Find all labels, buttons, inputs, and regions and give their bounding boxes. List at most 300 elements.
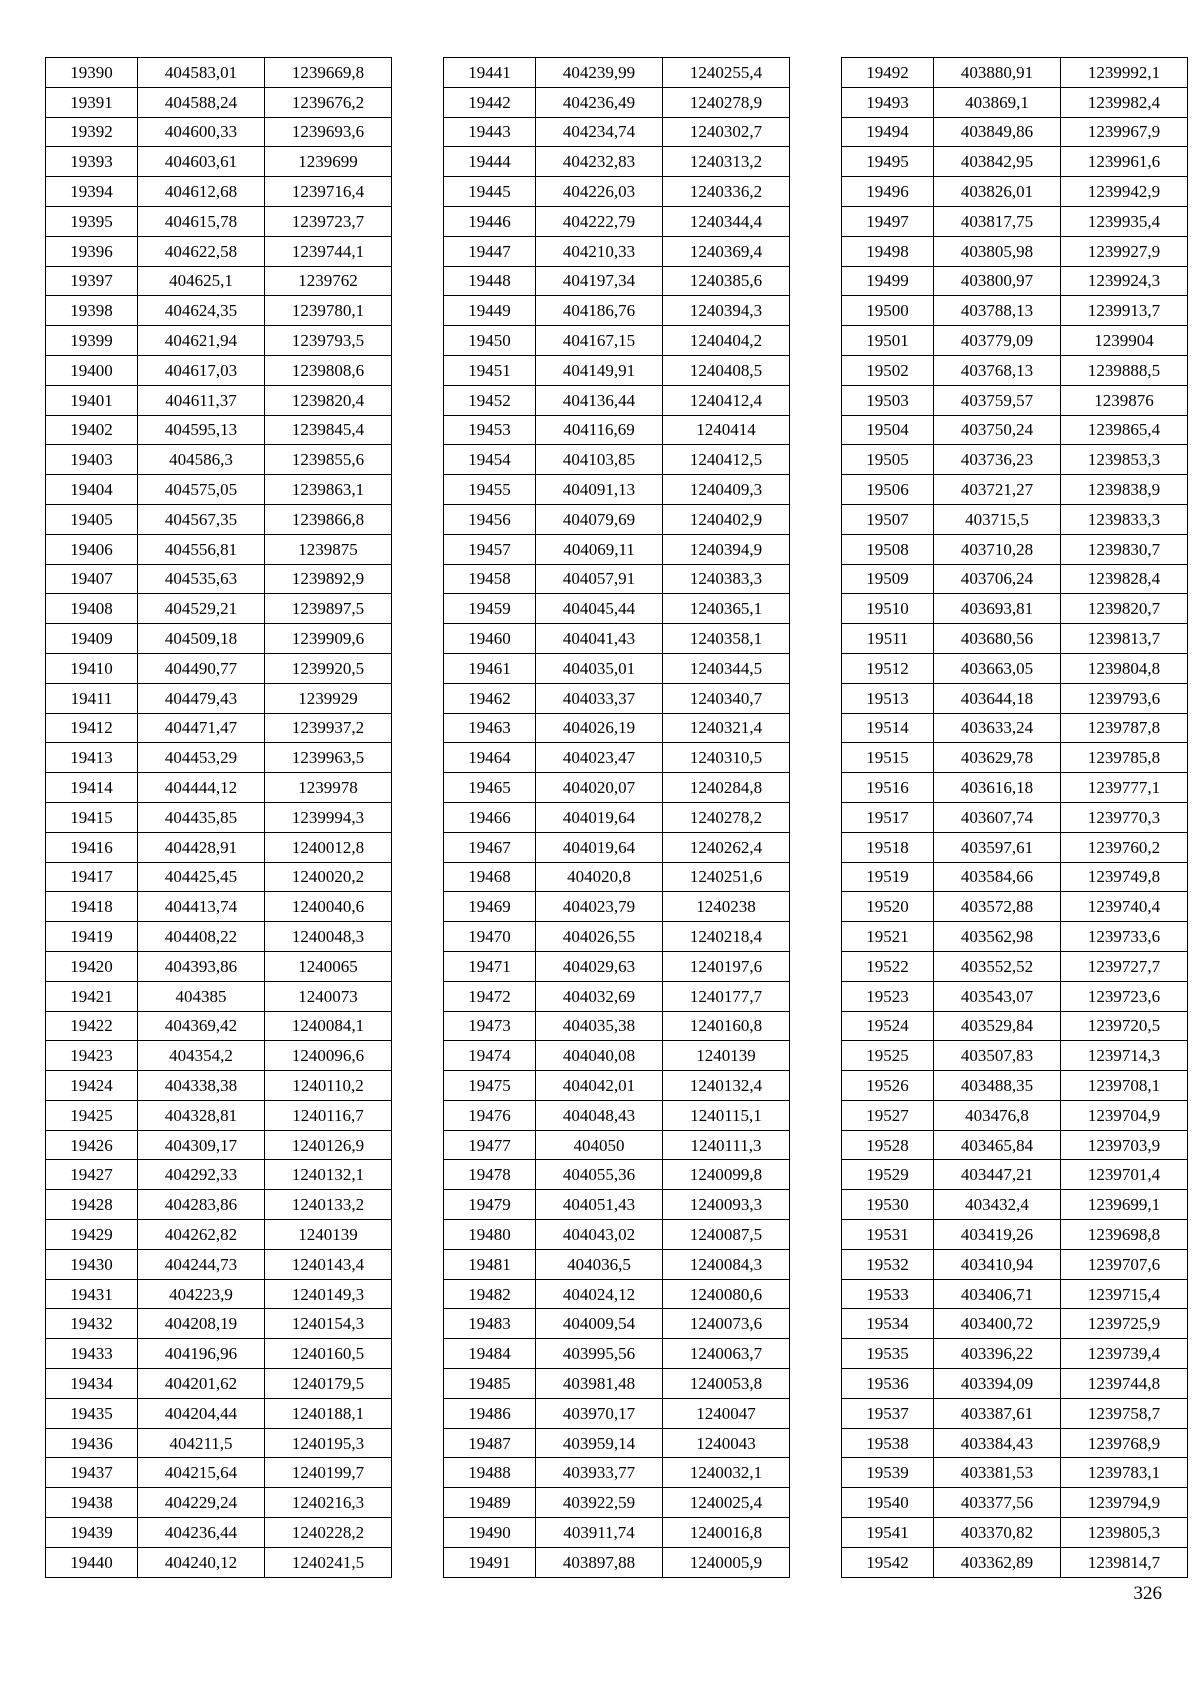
table-row	[444, 445, 790, 475]
y-coordinate-cell: 1240369,4	[663, 236, 790, 266]
y-coordinate-cell: 1239704,9	[1061, 1100, 1188, 1130]
table-row	[444, 385, 790, 415]
x-coordinate-cell: 404309,17	[138, 1130, 265, 1160]
point-number-cell: 19483	[444, 1309, 536, 1339]
x-coordinate-cell: 404328,81	[138, 1100, 265, 1130]
y-coordinate-cell: 1239760,2	[1061, 832, 1188, 862]
table-row	[46, 1309, 392, 1339]
table-row	[444, 1488, 790, 1518]
point-number-cell: 19424	[46, 1071, 138, 1101]
table-row	[842, 1518, 1188, 1548]
y-coordinate-cell: 1240073,6	[663, 1309, 790, 1339]
point-number-cell: 19515	[842, 743, 934, 773]
y-coordinate-cell: 1240053,8	[663, 1369, 790, 1399]
x-coordinate-cell: 403362,89	[934, 1547, 1061, 1577]
y-coordinate-cell: 1240139	[663, 1041, 790, 1071]
table-row	[842, 1071, 1188, 1101]
x-coordinate-cell: 404229,24	[138, 1488, 265, 1518]
x-coordinate-cell: 403995,56	[536, 1339, 663, 1369]
table-row	[46, 624, 392, 654]
table-row	[46, 653, 392, 683]
table-row	[842, 981, 1188, 1011]
table-row	[46, 58, 392, 88]
y-coordinate-cell: 1239833,3	[1061, 504, 1188, 534]
y-coordinate-cell: 1239733,6	[1061, 922, 1188, 952]
point-number-cell: 19533	[842, 1279, 934, 1309]
point-number-cell: 19457	[444, 534, 536, 564]
point-number-cell: 19397	[46, 266, 138, 296]
table-row	[842, 892, 1188, 922]
table-row	[444, 743, 790, 773]
table-row	[444, 683, 790, 713]
y-coordinate-cell: 1239744,1	[265, 236, 392, 266]
table-row	[46, 534, 392, 564]
point-number-cell: 19445	[444, 177, 536, 207]
point-number-cell: 19464	[444, 743, 536, 773]
y-coordinate-cell: 1239992,1	[1061, 58, 1188, 88]
table-row	[444, 1190, 790, 1220]
x-coordinate-cell: 404453,29	[138, 743, 265, 773]
y-coordinate-cell: 1240016,8	[663, 1518, 790, 1548]
table-row	[46, 1249, 392, 1279]
x-coordinate-cell: 404471,47	[138, 713, 265, 743]
point-number-cell: 19539	[842, 1458, 934, 1488]
point-number-cell: 19497	[842, 206, 934, 236]
x-coordinate-cell: 404232,83	[536, 147, 663, 177]
table-row	[842, 1011, 1188, 1041]
x-coordinate-cell: 403779,09	[934, 326, 1061, 356]
y-coordinate-cell: 1239830,7	[1061, 534, 1188, 564]
x-coordinate-cell: 404236,49	[536, 87, 663, 117]
x-coordinate-cell: 404026,19	[536, 713, 663, 743]
y-coordinate-cell: 1239715,4	[1061, 1279, 1188, 1309]
x-coordinate-cell: 403922,59	[536, 1488, 663, 1518]
x-coordinate-cell: 403377,56	[934, 1488, 1061, 1518]
table-row	[842, 683, 1188, 713]
point-number-cell: 19436	[46, 1428, 138, 1458]
y-coordinate-cell: 1240160,5	[265, 1339, 392, 1369]
x-coordinate-cell: 403607,74	[934, 802, 1061, 832]
y-coordinate-cell: 1239693,6	[265, 117, 392, 147]
x-coordinate-cell: 403817,75	[934, 206, 1061, 236]
x-coordinate-cell: 403869,1	[934, 87, 1061, 117]
point-number-cell: 19489	[444, 1488, 536, 1518]
table-row	[46, 504, 392, 534]
table-row	[444, 713, 790, 743]
table-row	[444, 147, 790, 177]
table-row	[46, 1220, 392, 1250]
point-number-cell: 19393	[46, 147, 138, 177]
y-coordinate-cell: 1240177,7	[663, 981, 790, 1011]
table-row	[444, 832, 790, 862]
point-number-cell: 19531	[842, 1220, 934, 1250]
x-coordinate-cell: 404625,1	[138, 266, 265, 296]
y-coordinate-cell: 1240132,4	[663, 1071, 790, 1101]
point-number-cell: 19523	[842, 981, 934, 1011]
x-coordinate-cell: 404612,68	[138, 177, 265, 207]
y-coordinate-cell: 1239793,5	[265, 326, 392, 356]
y-coordinate-cell: 1240321,4	[663, 713, 790, 743]
table-row	[842, 1488, 1188, 1518]
point-number-cell: 19508	[842, 534, 934, 564]
x-coordinate-cell: 403396,22	[934, 1339, 1061, 1369]
table-row	[444, 177, 790, 207]
table-row	[444, 922, 790, 952]
y-coordinate-cell: 1240154,3	[265, 1309, 392, 1339]
x-coordinate-cell: 404369,42	[138, 1011, 265, 1041]
x-coordinate-cell: 403562,98	[934, 922, 1061, 952]
table-row	[842, 87, 1188, 117]
y-coordinate-cell: 1240195,3	[265, 1428, 392, 1458]
point-number-cell: 19451	[444, 355, 536, 385]
coordinate-table-2	[443, 57, 790, 1578]
y-coordinate-cell: 1240110,2	[265, 1071, 392, 1101]
x-coordinate-cell: 404136,44	[536, 385, 663, 415]
table-row	[46, 1041, 392, 1071]
point-number-cell: 19408	[46, 594, 138, 624]
point-number-cell: 19476	[444, 1100, 536, 1130]
x-coordinate-cell: 404208,19	[138, 1309, 265, 1339]
y-coordinate-cell: 1240126,9	[265, 1130, 392, 1160]
y-coordinate-cell: 1239699,1	[1061, 1190, 1188, 1220]
point-number-cell: 19412	[46, 713, 138, 743]
y-coordinate-cell: 1239768,9	[1061, 1428, 1188, 1458]
point-number-cell: 19407	[46, 564, 138, 594]
x-coordinate-cell: 403849,86	[934, 117, 1061, 147]
x-coordinate-cell: 404019,64	[536, 802, 663, 832]
y-coordinate-cell: 1239853,3	[1061, 445, 1188, 475]
y-coordinate-cell: 1239783,1	[1061, 1458, 1188, 1488]
table-row	[46, 147, 392, 177]
x-coordinate-cell: 404149,91	[536, 355, 663, 385]
y-coordinate-cell: 1239855,6	[265, 445, 392, 475]
table-row	[842, 296, 1188, 326]
table-row	[842, 445, 1188, 475]
y-coordinate-cell: 1240313,2	[663, 147, 790, 177]
table-row	[842, 147, 1188, 177]
table-row	[842, 504, 1188, 534]
x-coordinate-cell: 404024,12	[536, 1279, 663, 1309]
x-coordinate-cell: 404408,22	[138, 922, 265, 952]
table-row	[842, 773, 1188, 803]
y-coordinate-cell: 1240402,9	[663, 504, 790, 534]
point-number-cell: 19530	[842, 1190, 934, 1220]
point-number-cell: 19404	[46, 475, 138, 505]
x-coordinate-cell: 403800,97	[934, 266, 1061, 296]
y-coordinate-cell: 1239698,8	[1061, 1220, 1188, 1250]
table-row	[46, 206, 392, 236]
point-number-cell: 19501	[842, 326, 934, 356]
point-number-cell: 19496	[842, 177, 934, 207]
x-coordinate-cell: 404020,07	[536, 773, 663, 803]
point-number-cell: 19418	[46, 892, 138, 922]
x-coordinate-cell: 404575,05	[138, 475, 265, 505]
x-coordinate-cell: 403529,84	[934, 1011, 1061, 1041]
table-row	[842, 713, 1188, 743]
y-coordinate-cell: 1239820,4	[265, 385, 392, 415]
y-coordinate-cell: 1239892,9	[265, 564, 392, 594]
table-row	[46, 713, 392, 743]
x-coordinate-cell: 403706,24	[934, 564, 1061, 594]
y-coordinate-cell: 1239888,5	[1061, 355, 1188, 385]
table-row	[842, 1547, 1188, 1577]
table-row	[444, 1339, 790, 1369]
x-coordinate-cell: 404210,33	[536, 236, 663, 266]
table-row	[444, 773, 790, 803]
x-coordinate-cell: 403616,18	[934, 773, 1061, 803]
point-number-cell: 19514	[842, 713, 934, 743]
x-coordinate-cell: 404222,79	[536, 206, 663, 236]
x-coordinate-cell: 404069,11	[536, 534, 663, 564]
point-number-cell: 19537	[842, 1398, 934, 1428]
table-row	[842, 236, 1188, 266]
y-coordinate-cell: 1240302,7	[663, 117, 790, 147]
x-coordinate-cell: 403981,48	[536, 1369, 663, 1399]
y-coordinate-cell: 1240228,2	[265, 1518, 392, 1548]
y-coordinate-cell: 1240063,7	[663, 1339, 790, 1369]
point-number-cell: 19509	[842, 564, 934, 594]
x-coordinate-cell: 404026,55	[536, 922, 663, 952]
point-number-cell: 19430	[46, 1249, 138, 1279]
y-coordinate-cell: 1240096,6	[265, 1041, 392, 1071]
table-row	[444, 802, 790, 832]
y-coordinate-cell: 1239716,4	[265, 177, 392, 207]
table-row	[46, 1428, 392, 1458]
table-row	[444, 415, 790, 445]
point-number-cell: 19486	[444, 1398, 536, 1428]
y-coordinate-cell: 1240241,5	[265, 1547, 392, 1577]
x-coordinate-cell: 404556,81	[138, 534, 265, 564]
point-number-cell: 19511	[842, 624, 934, 654]
table-row	[46, 922, 392, 952]
table-row	[46, 773, 392, 803]
table-row	[46, 475, 392, 505]
x-coordinate-cell: 403629,78	[934, 743, 1061, 773]
x-coordinate-cell: 403897,88	[536, 1547, 663, 1577]
x-coordinate-cell: 404535,63	[138, 564, 265, 594]
x-coordinate-cell: 404354,2	[138, 1041, 265, 1071]
x-coordinate-cell: 403959,14	[536, 1428, 663, 1458]
table-row	[444, 1309, 790, 1339]
y-coordinate-cell: 1240336,2	[663, 177, 790, 207]
x-coordinate-cell: 403768,13	[934, 355, 1061, 385]
y-coordinate-cell: 1239904	[1061, 326, 1188, 356]
point-number-cell: 19536	[842, 1369, 934, 1399]
y-coordinate-cell: 1239920,5	[265, 653, 392, 683]
y-coordinate-cell: 1240080,6	[663, 1279, 790, 1309]
point-number-cell: 19474	[444, 1041, 536, 1071]
x-coordinate-cell: 404600,33	[138, 117, 265, 147]
x-coordinate-cell: 404215,64	[138, 1458, 265, 1488]
y-coordinate-cell: 1239961,6	[1061, 147, 1188, 177]
y-coordinate-cell: 1240132,1	[265, 1160, 392, 1190]
y-coordinate-cell: 1239866,8	[265, 504, 392, 534]
y-coordinate-cell: 1240340,7	[663, 683, 790, 713]
x-coordinate-cell: 404435,85	[138, 802, 265, 832]
point-number-cell: 19534	[842, 1309, 934, 1339]
y-coordinate-cell: 1240025,4	[663, 1488, 790, 1518]
table-row	[444, 624, 790, 654]
y-coordinate-cell: 1239707,6	[1061, 1249, 1188, 1279]
table-row	[842, 1428, 1188, 1458]
table-row	[842, 1041, 1188, 1071]
table-row	[444, 653, 790, 683]
y-coordinate-cell: 1239967,9	[1061, 117, 1188, 147]
point-number-cell: 19420	[46, 951, 138, 981]
point-number-cell: 19458	[444, 564, 536, 594]
point-number-cell: 19395	[46, 206, 138, 236]
x-coordinate-cell: 403584,66	[934, 862, 1061, 892]
table-row	[46, 862, 392, 892]
point-number-cell: 19392	[46, 117, 138, 147]
table-row	[842, 326, 1188, 356]
point-number-cell: 19421	[46, 981, 138, 1011]
point-number-cell: 19391	[46, 87, 138, 117]
y-coordinate-cell: 1240149,3	[265, 1279, 392, 1309]
point-number-cell: 19410	[46, 653, 138, 683]
y-coordinate-cell: 1240111,3	[663, 1130, 790, 1160]
table-row	[842, 117, 1188, 147]
x-coordinate-cell: 404615,78	[138, 206, 265, 236]
y-coordinate-cell: 1239723,6	[1061, 981, 1188, 1011]
table-row	[842, 1458, 1188, 1488]
point-number-cell: 19525	[842, 1041, 934, 1071]
x-coordinate-cell: 403387,61	[934, 1398, 1061, 1428]
y-coordinate-cell: 1239927,9	[1061, 236, 1188, 266]
y-coordinate-cell: 1240414	[663, 415, 790, 445]
x-coordinate-cell: 404583,01	[138, 58, 265, 88]
y-coordinate-cell: 1239785,8	[1061, 743, 1188, 773]
point-number-cell: 19428	[46, 1190, 138, 1220]
point-number-cell: 19423	[46, 1041, 138, 1071]
y-coordinate-cell: 1240238	[663, 892, 790, 922]
point-number-cell: 19504	[842, 415, 934, 445]
x-coordinate-cell: 404197,34	[536, 266, 663, 296]
point-number-cell: 19455	[444, 475, 536, 505]
table-row	[444, 1547, 790, 1577]
point-number-cell: 19481	[444, 1249, 536, 1279]
point-number-cell: 19485	[444, 1369, 536, 1399]
table-row	[444, 1369, 790, 1399]
point-number-cell: 19478	[444, 1160, 536, 1190]
point-number-cell: 19470	[444, 922, 536, 952]
point-number-cell: 19468	[444, 862, 536, 892]
x-coordinate-cell: 404050	[536, 1130, 663, 1160]
x-coordinate-cell: 403970,17	[536, 1398, 663, 1428]
table-row	[444, 1071, 790, 1101]
point-number-cell: 19542	[842, 1547, 934, 1577]
point-number-cell: 19507	[842, 504, 934, 534]
y-coordinate-cell: 1240412,4	[663, 385, 790, 415]
point-number-cell: 19461	[444, 653, 536, 683]
y-coordinate-cell: 1240394,9	[663, 534, 790, 564]
point-number-cell: 19396	[46, 236, 138, 266]
x-coordinate-cell: 403693,81	[934, 594, 1061, 624]
y-coordinate-cell: 1239699	[265, 147, 392, 177]
point-number-cell: 19512	[842, 653, 934, 683]
table-row	[842, 1309, 1188, 1339]
table-row	[46, 1011, 392, 1041]
table-row	[46, 117, 392, 147]
y-coordinate-cell: 1239780,1	[265, 296, 392, 326]
x-coordinate-cell: 404234,74	[536, 117, 663, 147]
y-coordinate-cell: 1240394,3	[663, 296, 790, 326]
x-coordinate-cell: 403715,5	[934, 504, 1061, 534]
table-row	[444, 534, 790, 564]
x-coordinate-cell: 404167,15	[536, 326, 663, 356]
point-number-cell: 19433	[46, 1339, 138, 1369]
x-coordinate-cell: 403736,23	[934, 445, 1061, 475]
table-row	[46, 892, 392, 922]
point-number-cell: 19499	[842, 266, 934, 296]
table-row	[842, 1369, 1188, 1399]
table-row	[46, 1100, 392, 1130]
table-row	[444, 1160, 790, 1190]
point-number-cell: 19450	[444, 326, 536, 356]
table-row	[444, 266, 790, 296]
point-number-cell: 19437	[46, 1458, 138, 1488]
table-row	[842, 415, 1188, 445]
x-coordinate-cell: 404196,96	[138, 1339, 265, 1369]
y-coordinate-cell: 1240344,4	[663, 206, 790, 236]
y-coordinate-cell: 1240093,3	[663, 1190, 790, 1220]
point-number-cell: 19488	[444, 1458, 536, 1488]
y-coordinate-cell: 1240040,6	[265, 892, 392, 922]
table-row	[842, 355, 1188, 385]
table-row	[444, 504, 790, 534]
y-coordinate-cell: 1239701,4	[1061, 1160, 1188, 1190]
y-coordinate-cell: 1240409,3	[663, 475, 790, 505]
x-coordinate-cell: 404019,64	[536, 832, 663, 862]
point-number-cell: 19494	[842, 117, 934, 147]
point-number-cell: 19517	[842, 802, 934, 832]
table-row	[842, 564, 1188, 594]
table-row	[46, 1339, 392, 1369]
table-row	[46, 296, 392, 326]
table-row	[46, 1458, 392, 1488]
point-number-cell: 19506	[842, 475, 934, 505]
x-coordinate-cell: 403805,98	[934, 236, 1061, 266]
point-number-cell: 19419	[46, 922, 138, 952]
point-number-cell: 19526	[842, 1071, 934, 1101]
y-coordinate-cell: 1239758,7	[1061, 1398, 1188, 1428]
table-row	[46, 236, 392, 266]
table-row	[46, 1279, 392, 1309]
x-coordinate-cell: 404292,33	[138, 1160, 265, 1190]
point-number-cell: 19482	[444, 1279, 536, 1309]
point-number-cell: 19469	[444, 892, 536, 922]
x-coordinate-cell: 404283,86	[138, 1190, 265, 1220]
x-coordinate-cell: 403633,24	[934, 713, 1061, 743]
y-coordinate-cell: 1240087,5	[663, 1220, 790, 1250]
table-row	[842, 1398, 1188, 1428]
x-coordinate-cell: 404588,24	[138, 87, 265, 117]
y-coordinate-cell: 1239913,7	[1061, 296, 1188, 326]
point-number-cell: 19400	[46, 355, 138, 385]
point-number-cell: 19529	[842, 1160, 934, 1190]
point-number-cell: 19432	[46, 1309, 138, 1339]
x-coordinate-cell: 404020,8	[536, 862, 663, 892]
y-coordinate-cell: 1239875	[265, 534, 392, 564]
y-coordinate-cell: 1240005,9	[663, 1547, 790, 1577]
table-row	[842, 802, 1188, 832]
x-coordinate-cell: 404586,3	[138, 445, 265, 475]
point-number-cell: 19449	[444, 296, 536, 326]
point-number-cell: 19524	[842, 1011, 934, 1041]
x-coordinate-cell: 404617,03	[138, 355, 265, 385]
table-row	[842, 1130, 1188, 1160]
y-coordinate-cell: 1239876	[1061, 385, 1188, 415]
